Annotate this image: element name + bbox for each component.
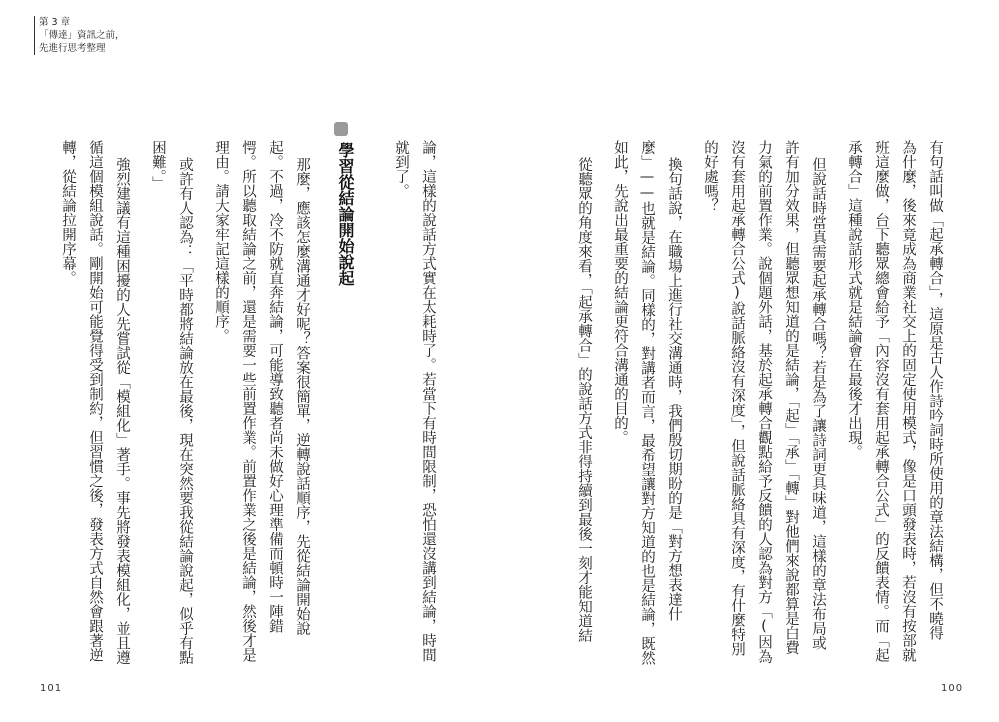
- left-col-9: 轉，從結論拉開序幕。: [60, 140, 76, 285]
- left-col-4: 理由。請大家牢記這樣的順序。: [213, 140, 229, 343]
- left-col-5: 或許有人認為：「平時都將結論放在最後，現在突然要我從結論說起，似乎有點: [177, 157, 193, 665]
- left-col-8: 循這個模組說話。剛開始可能覺得受到制約，但習慣之後，發表方式自然會跟著逆: [87, 140, 103, 662]
- left-col-1: 那麼，應該怎麼溝通才好呢？答案很簡單，逆轉說話順序，先從結論開始說: [294, 157, 310, 636]
- right-col-3: 班這麼做，台下聽眾總會給予「內容沒有套用起承轉合公式」的反饋表情。而「起: [873, 140, 889, 662]
- left-col-2: 起。不過，冷不防就直奔結論，可能導致聽者尚未做好心理準備而頓時一陣錯: [267, 140, 283, 633]
- left-col-7: 強烈建議有這種困擾的人先嘗試從「模組化」著手。事先將發表模組化，並且遵: [114, 157, 130, 665]
- right-col-14: 論，這樣的說話方式實在太耗時了。若當下有時間限制，恐怕還沒講到結論，時間: [420, 140, 436, 662]
- right-col-9: 的好處嗎？: [702, 140, 718, 213]
- right-col-12: 如此，先說出最重要的結論更符合溝通的目的。: [612, 140, 628, 445]
- heading-marker-icon: [334, 122, 348, 136]
- chapter-title-line-2: 先進行思考整理: [39, 43, 106, 54]
- right-col-1: 有句話叫做「起承轉合」，這原是古人作詩吟詞時所使用的章法結構，但不曉得: [927, 140, 943, 641]
- right-col-6: 許有加分效果，但聽眾想知道的是結論，「起」「承」「轉」對他們來說都算是白費: [783, 140, 799, 655]
- left-col-6: 困難。」: [150, 140, 166, 191]
- right-col-15: 就到了。: [393, 140, 409, 198]
- right-col-10: 換句話說，在職場上進行社交溝通時，我們殷切期盼的是「對方想表達什: [666, 157, 682, 621]
- right-col-7: 力氣的前置作業。說個題外話，基於起承轉合觀點給予反饋的人認為對方「(因為: [756, 140, 772, 664]
- right-col-11: 麼」——也就是結論。同樣的，對講者而言，最希望讓對方知道的也是結論，既然: [639, 140, 655, 665]
- chapter-label: 第 3 章: [39, 17, 71, 28]
- section-heading: 學習從結論開始說起: [336, 142, 355, 286]
- running-header: [34, 16, 125, 55]
- right-col-5: 但說話時當真需要起承轉合嗎？若是為了讓詩詞更具味道，這樣的章法布局或: [810, 157, 826, 650]
- right-col-8: 沒有套用起承轉合公式)說話脈絡沒有深度」，但說話脈絡具有深度，有什麼特別: [729, 140, 745, 657]
- page-number-left: 101: [40, 683, 63, 694]
- right-col-2: 為什麼，後來竟成為商業社交上的固定使用模式，像是口頭發表時，若沒有按部就: [900, 140, 916, 662]
- right-col-4: 承轉合」這種說話形式就是結論會在最後才出現。: [846, 140, 862, 459]
- right-col-13: 從聽眾的角度來看，「起承轉合」的說話方式非得持續到最後一刻才能知道結: [576, 157, 592, 643]
- page-number-right: 100: [941, 683, 964, 694]
- chapter-title-line-1: 「傳達」資訊之前，: [39, 30, 125, 41]
- left-col-3: 愕。所以聽取結論之前，還是需要一些前置作業。前置作業之後是結論，然後才是: [240, 140, 256, 662]
